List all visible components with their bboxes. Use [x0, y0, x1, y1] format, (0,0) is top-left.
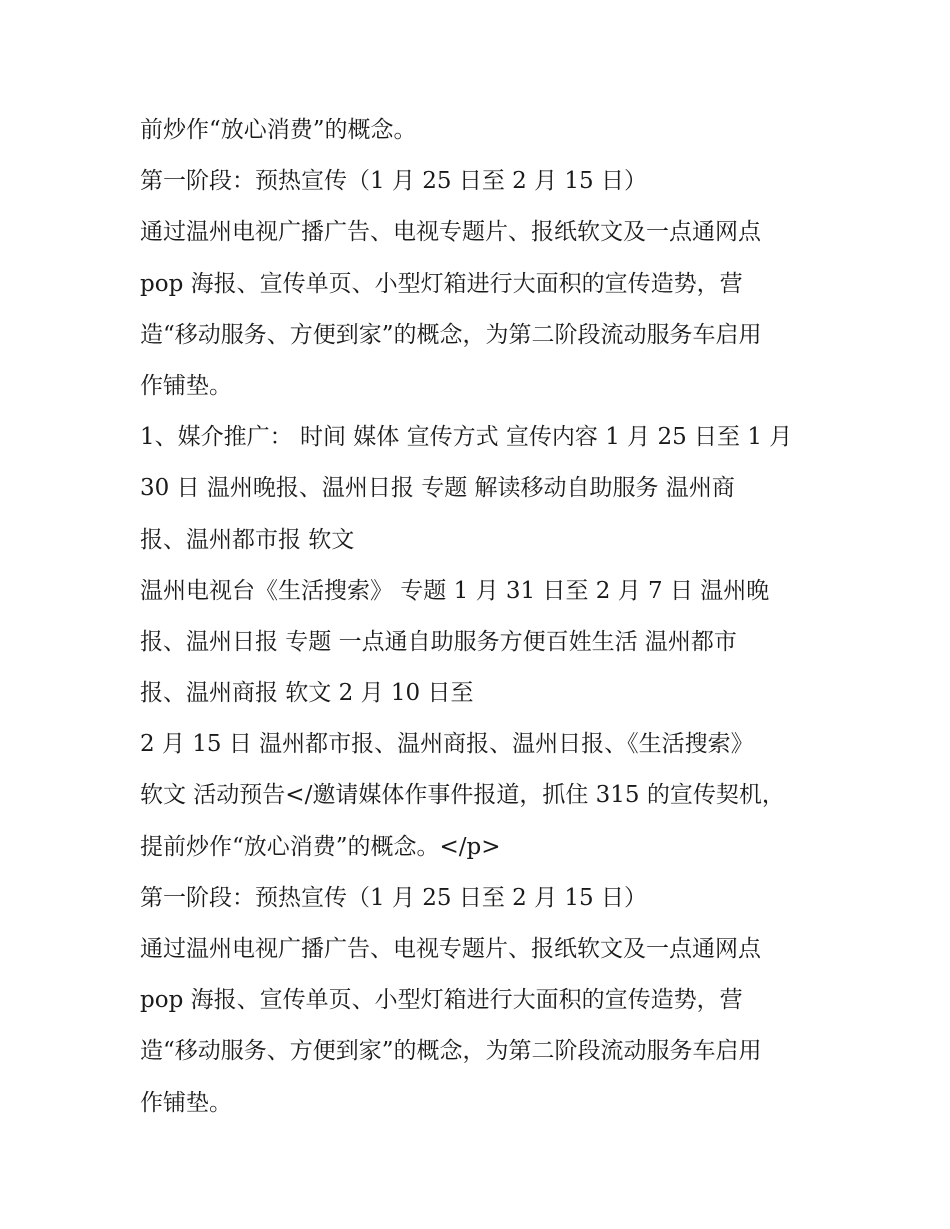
text-line: 第一阶段：预热宣传（1 月 25 日至 2 月 15 日） [140, 168, 647, 195]
text-line: pop 海报、宣传单页、小型灯箱进行大面积的宣传造势，营 [140, 987, 743, 1014]
text-line: 30 日 温州晚报、温州日报 专题 解读移动自助服务 温州商 [140, 475, 735, 502]
text-line: 软文 活动预告</邀请媒体作事件报道，抓住 315 的宣传契机， [140, 782, 785, 809]
text-line: pop 海报、宣传单页、小型灯箱进行大面积的宣传造势，营 [140, 270, 743, 297]
document-body [140, 105, 830, 1129]
text-line: 作铺垫。 [140, 1089, 232, 1116]
text-line: 前炒作“放心消费”的概念。 [140, 117, 417, 143]
text-line: 报、温州日报 专题 一点通自助服务方便百姓生活 温州都市 [140, 628, 737, 655]
text-line: 提前炒作“放心消费”的概念。</p> [140, 833, 501, 860]
text-line: 作铺垫。 [140, 372, 232, 399]
text-line: 造“移动服务、方便到家”的概念，为第二阶段流动服务车启用 [140, 1038, 762, 1065]
text-line: 2 月 15 日 温州都市报、温州商报、温州日报、《生活搜索》 [140, 731, 754, 758]
text-line: 通过温州电视广播广告、电视专题片、报纸软文及一点通网点 [140, 936, 761, 962]
text-line: 报、温州商报 软文 2 月 10 日至 [140, 680, 474, 707]
text-line: 第一阶段：预热宣传（1 月 25 日至 2 月 15 日） [140, 884, 647, 911]
text-line: 通过温州电视广播广告、电视专题片、报纸软文及一点通网点 [140, 219, 761, 246]
text-line: 温州电视台《生活搜索》 专题 1 月 31 日至 2 月 7 日 温州晚 [140, 577, 770, 604]
text-line: 1、媒介推广： 时间 媒体 宣传方式 宣传内容 1 月 25 日至 1 月 [140, 424, 793, 451]
text-line: 造“移动服务、方便到家”的概念，为第二阶段流动服务车启用 [140, 321, 762, 348]
text-line: 报、温州都市报 软文 [140, 526, 355, 553]
